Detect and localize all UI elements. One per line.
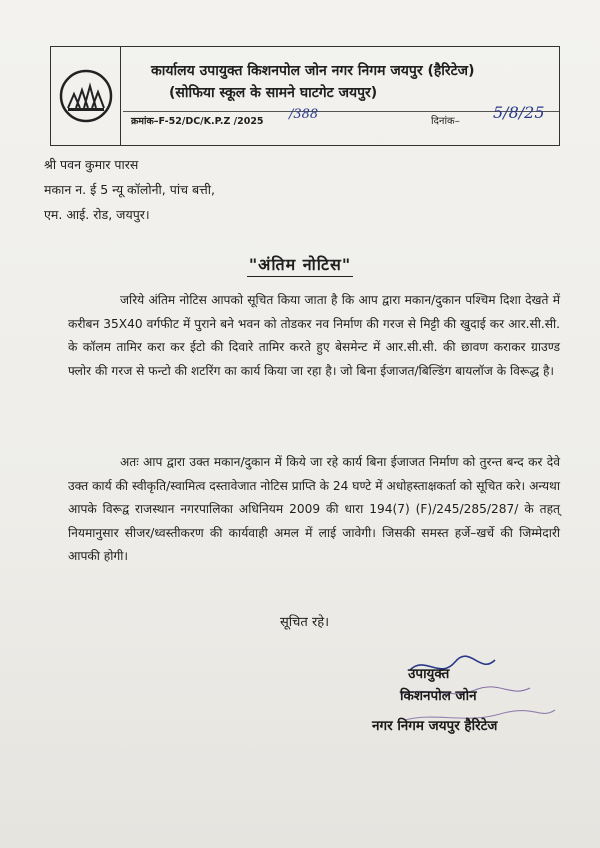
notice-title-text: "अंतिम नोटिस" xyxy=(247,255,353,277)
logo-cell xyxy=(51,47,121,145)
body-paragraph-2: अतः आप द्वारा उक्त मकान/दुकान में किये जा रहे कार्य बिना ईजाजत निर्माण को तुरन्त बन्द कर देवे उक्त कार्य की स्वीकृति/स्वामित्व दस्तावेजात नोटिस प्राप्ति के 24 घण्टे में अधोहस्ताक्षकर्ता को सूचित करे। अन्यथा आपके विरूद्व राजस्थान नगरपालिका अधिनियम 2009 की धारा 194(7) (F)/245/285/287/ के तहत् नियमानुसार सीजर/ध्वस्तीकरण की कार्यवाही अमल में लाई जावेगी। जिसकी समस्त हर्जे–खर्चे की जिम्मेदारी आपकी होगी। xyxy=(68,455,560,563)
letterhead-box xyxy=(50,46,560,146)
body-paragraph-1: जरिये अंतिम नोटिस आपको सूचित किया जाता है कि आप द्वारा मकान/दुकान पश्चिम दिशा देखते में करीबन 35X40 वर्गफीट में पुराने बने भवन को तोडकर नव निर्माण की गरज से मिट्टी की खुदाई कर आर.सी.सी. के कॉलम तामिर करा कर ईटो की दिवारे तामिर करते हुए बेसमेन्ट में आर.सी.सी. की छावण कराकर ग्राउण्ड फ्लोर की गरज से फन्टो की शटरिंग का कार्य किया जा रहा है। जो बिना ईजाजत/बिल्डिंग बायलॉज के विरूद्ध है। xyxy=(68,293,560,378)
recipient-name: श्री पवन कुमार पारस xyxy=(44,157,139,172)
notice-title xyxy=(0,253,600,275)
reference-label: क्रमांक–F-52/DC/K.P.Z /2025 xyxy=(131,116,264,127)
office-title: कार्यालय उपायुक्त किशनपोल जोन नगर निगम जयपुर (हैरिटेज) xyxy=(151,63,475,79)
closing-line: सूचित रहे। xyxy=(280,615,330,630)
signatory-organization: नगर निगम जयपुर हैरिटेज xyxy=(372,718,498,734)
reference-number: /388 xyxy=(289,107,319,122)
recipient-address-line2: एम. आई. रोड, जयपुर। xyxy=(44,207,150,222)
date-label: दिनांक– xyxy=(431,116,460,127)
recipient-address-line1: मकान न. ई 5 न्यू कॉलोनी, पांच बत्ती, xyxy=(44,182,215,197)
office-subtitle: (सोफिया स्कूल के सामने घाटगेट जयपुर) xyxy=(169,85,378,101)
signatory-zone: किशनपोल जोन xyxy=(400,688,477,704)
municipal-logo-icon xyxy=(58,68,114,124)
signatory-designation: उपायुक्त xyxy=(408,666,450,682)
date-value: 5/8/25 xyxy=(493,103,545,122)
